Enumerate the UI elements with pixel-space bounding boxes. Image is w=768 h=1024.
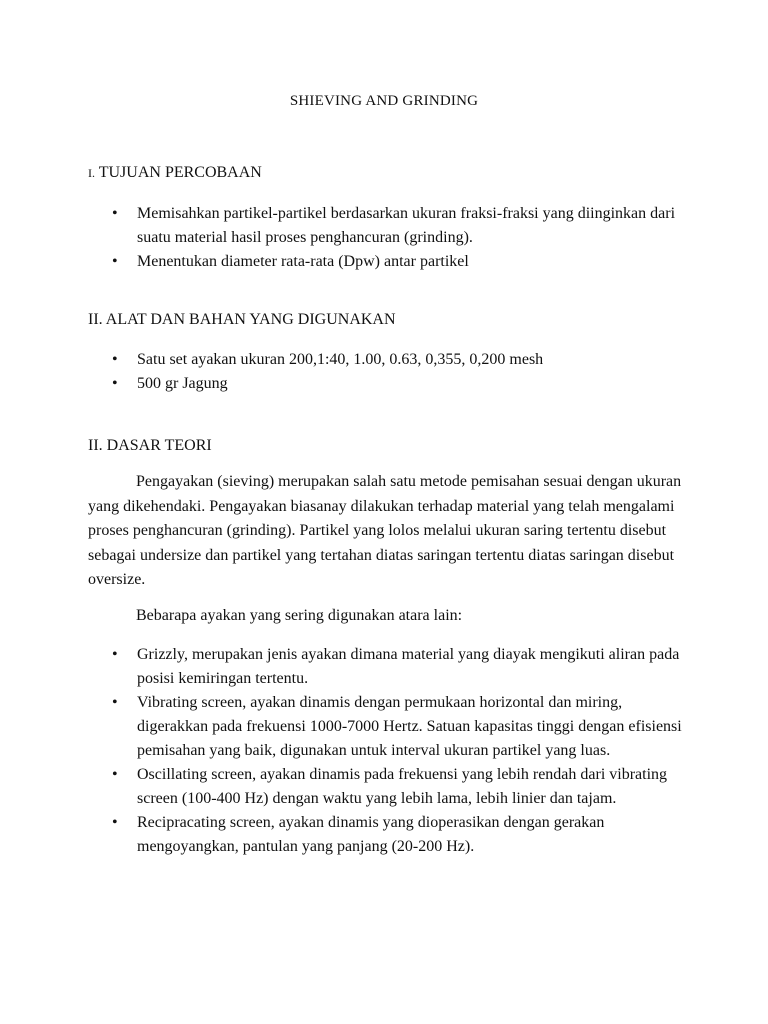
list-item: • Oscillating screen, ayakan dinamis pada frekuensi yang lebih rendah dari vibrating screen (100-400 Hz) dengan waktu yang lebih lama, lebih linier dan tajam. xyxy=(112,763,692,811)
tujuan-list xyxy=(112,202,692,274)
ayakan-list xyxy=(112,643,692,859)
section-heading-alat-bahan: II. ALAT DAN BAHAN YANG DIGUNAKAN xyxy=(88,311,396,328)
alat-bahan-list xyxy=(112,348,692,396)
list-item: • Vibrating screen, ayakan dinamis dengan permukaan horizontal dan miring, digerakkan pada frekuensi 1000-7000 Hertz. Satuan kapasitas tinggi dengan efisiensi pemisahan yang baik, digunakan untuk interval ukuran partikel yang luas. xyxy=(112,691,692,763)
list-item: • Grizzly, merupakan jenis ayakan dimana material yang diayak mengikuti aliran pada posisi kemiringan tertentu. xyxy=(112,643,692,691)
list-item: • Menentukan diameter rata-rata (Dpw) antar partikel xyxy=(112,250,692,274)
body-paragraph: Pengayakan (sieving) merupakan salah satu metode pemisahan sesuai dengan ukuran yang dikehendaki. Pengayakan biasanay dilakukan terhadap material yang telah mengalami proses penghancuran (grinding). Partikel yang lolos melalui ukuran saring tertentu disebut sebagai undersize dan partikel yang tertahan diatas saringan tertentu diatas saringan disebut oversize. xyxy=(88,473,682,588)
list-item: • Memisahkan partikel-partikel berdasarkan ukuran fraksi-fraksi yang diinginkan dari suatu material hasil proses penghancuran (grinding). xyxy=(112,202,692,250)
section-number: I. xyxy=(88,166,95,180)
section-heading-dasar-teori: II. DASAR TEORI xyxy=(88,437,212,454)
section-heading-tujuan xyxy=(88,164,262,182)
list-item: • Satu set ayakan ukuran 200,1:40, 1.00, 0.63, 0,355, 0,200 mesh xyxy=(112,348,692,372)
section-heading-text: TUJUAN PERCOBAAN xyxy=(98,164,262,181)
body-paragraph: Bebarapa ayakan yang sering digunakan atara lain: xyxy=(136,607,463,624)
document-title: SHIEVING AND GRINDING xyxy=(289,93,479,109)
list-item: • 500 gr Jagung xyxy=(112,372,692,396)
list-item: • Recipracating screen, ayakan dinamis yang dioperasikan dengan gerakan mengoyangkan, pantulan yang panjang (20-200 Hz). xyxy=(112,811,692,859)
